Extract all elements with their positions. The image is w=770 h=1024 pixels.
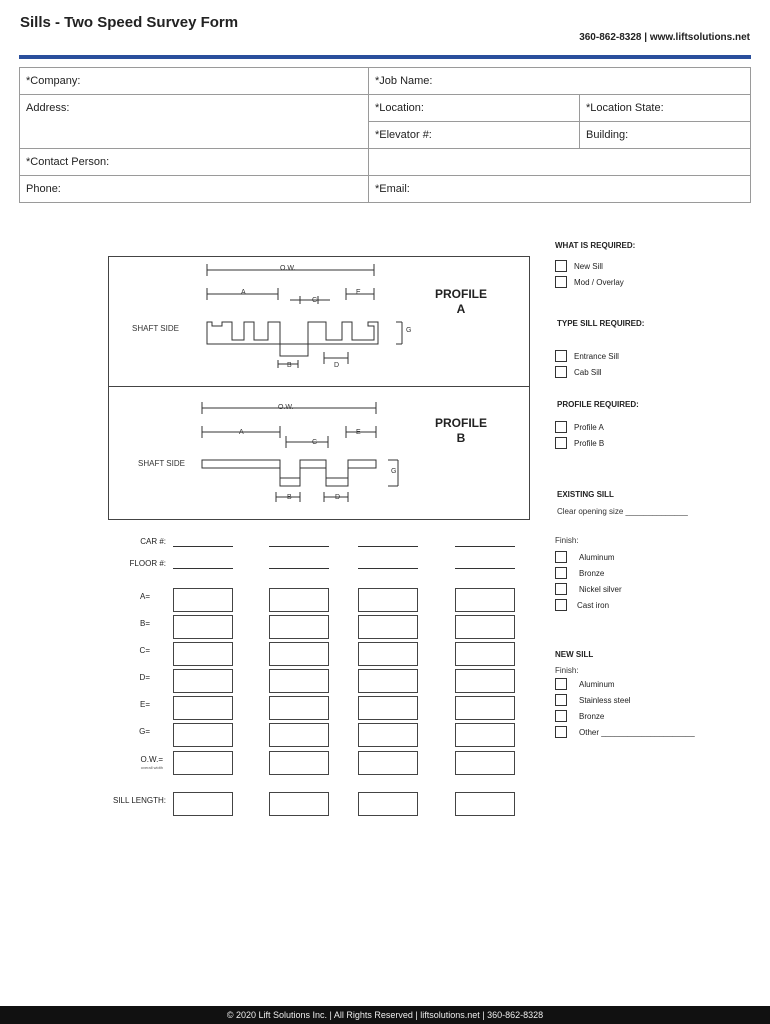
- c-input-4[interactable]: [455, 642, 515, 666]
- dim-b-a: B: [287, 362, 292, 369]
- ow-label: O.W.=: [140, 755, 163, 764]
- aluminum-option-2[interactable]: Aluminum: [555, 678, 615, 690]
- profile-a-option[interactable]: Profile A: [555, 421, 604, 433]
- floor-label: FLOOR #:: [129, 559, 166, 568]
- g-input-1[interactable]: [173, 723, 233, 747]
- d-input-2[interactable]: [269, 669, 329, 693]
- e-label: E=: [139, 700, 150, 709]
- g-input-2[interactable]: [269, 723, 329, 747]
- what-required-heading: WHAT IS REQUIRED:: [555, 241, 636, 250]
- checkbox[interactable]: [555, 710, 567, 722]
- shaft-side-b: SHAFT SIDE: [138, 459, 185, 468]
- car-label: CAR #:: [140, 537, 166, 546]
- checkbox[interactable]: [555, 350, 567, 362]
- cab-sill-option[interactable]: Cab Sill: [555, 366, 602, 378]
- header-rule: [19, 55, 751, 59]
- car-line-2[interactable]: [269, 546, 329, 547]
- info-table: [19, 67, 751, 203]
- footer: © 2020 Lift Solutions Inc. | All Rights Reserved | liftsolutions.net | 360-862-8328: [0, 1006, 770, 1024]
- c-input-3[interactable]: [358, 642, 418, 666]
- checkbox[interactable]: [555, 726, 567, 738]
- ow-input-2[interactable]: [269, 751, 329, 775]
- stainless-option[interactable]: Stainless steel: [555, 694, 631, 706]
- b-input-4[interactable]: [455, 615, 515, 639]
- type-sill-heading: TYPE SILL REQUIRED:: [557, 319, 645, 328]
- profile-required-heading: PROFILE REQUIRED:: [557, 400, 639, 409]
- g-input-4[interactable]: [455, 723, 515, 747]
- nickel-silver-option[interactable]: Nickel silver: [555, 583, 622, 595]
- mod-overlay-option[interactable]: Mod / Overlay: [555, 276, 624, 288]
- profile-b-option[interactable]: Profile B: [555, 437, 604, 449]
- checkbox[interactable]: [555, 437, 567, 449]
- entrance-sill-option[interactable]: Entrance Sill: [555, 350, 619, 362]
- b-input-1[interactable]: [173, 615, 233, 639]
- profile-b-title: PROFILE B: [434, 416, 487, 445]
- email-field[interactable]: *Email:: [369, 176, 751, 203]
- floor-line-1[interactable]: [173, 568, 233, 569]
- b-input-3[interactable]: [358, 615, 418, 639]
- dim-a-a: A: [241, 289, 246, 296]
- a-input-1[interactable]: [173, 588, 233, 612]
- floor-line-3[interactable]: [358, 568, 418, 569]
- b-label: B=: [139, 619, 150, 628]
- e-input-4[interactable]: [455, 696, 515, 720]
- location-field[interactable]: *Location:: [369, 95, 580, 122]
- a-label: A=: [139, 592, 150, 601]
- d-input-1[interactable]: [173, 669, 233, 693]
- cast-iron-option[interactable]: Cast iron: [555, 599, 609, 611]
- a-input-3[interactable]: [358, 588, 418, 612]
- dim-a-b: A: [239, 429, 244, 436]
- d-input-4[interactable]: [455, 669, 515, 693]
- ow-input-1[interactable]: [173, 751, 233, 775]
- ow-note: overall width: [140, 765, 163, 770]
- dim-c-b: C: [312, 439, 318, 446]
- dim-g-b: G: [391, 468, 397, 475]
- e-input-2[interactable]: [269, 696, 329, 720]
- e-input-1[interactable]: [173, 696, 233, 720]
- sill-length-input-3[interactable]: [358, 792, 418, 816]
- ow-input-3[interactable]: [358, 751, 418, 775]
- phone-field[interactable]: Phone:: [20, 176, 369, 203]
- job-name-field[interactable]: *Job Name:: [369, 68, 751, 95]
- checkbox[interactable]: [555, 583, 567, 595]
- shaft-side-a: SHAFT SIDE: [132, 324, 179, 333]
- dim-c-a: C: [312, 297, 318, 304]
- dim-g-a: G: [406, 327, 412, 334]
- floor-line-4[interactable]: [455, 568, 515, 569]
- profile-a-title: PROFILE A: [434, 287, 487, 316]
- aluminum-option-1[interactable]: Aluminum: [555, 551, 615, 563]
- sill-length-label: SILL LENGTH:: [112, 796, 166, 805]
- dim-e-b: E: [356, 429, 361, 436]
- checkbox[interactable]: [555, 260, 567, 272]
- checkbox[interactable]: [555, 567, 567, 579]
- g-input-3[interactable]: [358, 723, 418, 747]
- sill-length-input-2[interactable]: [269, 792, 329, 816]
- bronze-option-1[interactable]: Bronze: [555, 567, 604, 579]
- company-field[interactable]: *Company:: [20, 68, 369, 95]
- car-line-3[interactable]: [358, 546, 418, 547]
- c-input-2[interactable]: [269, 642, 329, 666]
- g-label: G=: [139, 727, 150, 736]
- checkbox[interactable]: [555, 276, 567, 288]
- checkbox[interactable]: [555, 599, 567, 611]
- sill-length-input-4[interactable]: [455, 792, 515, 816]
- sill-length-input-1[interactable]: [173, 792, 233, 816]
- clear-opening-field[interactable]: Clear opening size ______________: [557, 507, 688, 516]
- dim-b-b: B: [287, 494, 292, 501]
- checkbox[interactable]: [555, 366, 567, 378]
- ow-input-4[interactable]: [455, 751, 515, 775]
- building-field[interactable]: Building:: [580, 122, 751, 149]
- e-input-3[interactable]: [358, 696, 418, 720]
- checkbox[interactable]: [555, 421, 567, 433]
- dim-d-b: D: [335, 494, 341, 501]
- a-input-2[interactable]: [269, 588, 329, 612]
- address-field[interactable]: Address:: [20, 95, 369, 149]
- c-label: C=: [139, 646, 150, 655]
- blank-field[interactable]: [369, 149, 751, 176]
- checkbox[interactable]: [555, 694, 567, 706]
- dim-ow-b: O.W.: [278, 404, 294, 411]
- finish-label-1: Finish:: [555, 536, 579, 545]
- d-input-3[interactable]: [358, 669, 418, 693]
- dim-d-a: D: [334, 362, 340, 369]
- contact-person-field[interactable]: *Contact Person:: [20, 149, 369, 176]
- checkbox[interactable]: [555, 678, 567, 690]
- location-state-field[interactable]: *Location State:: [580, 95, 751, 122]
- finish-label-2: Finish:: [555, 666, 579, 675]
- checkbox[interactable]: [555, 551, 567, 563]
- new-sill-heading: NEW SILL: [555, 650, 594, 659]
- elevator-field[interactable]: *Elevator #:: [369, 122, 580, 149]
- existing-sill-heading: EXISTING SILL: [557, 490, 614, 499]
- c-input-1[interactable]: [173, 642, 233, 666]
- dim-ow-a: O.W.: [280, 265, 296, 272]
- a-input-4[interactable]: [455, 588, 515, 612]
- page-title: Sills - Two Speed Survey Form: [20, 14, 239, 31]
- dim-e-a: E: [356, 289, 361, 296]
- car-line-4[interactable]: [455, 546, 515, 547]
- other-option[interactable]: Other _____________________: [555, 726, 695, 738]
- contact-info: 360-862-8328 | www.liftsolutions.net: [579, 32, 750, 43]
- bronze-option-2[interactable]: Bronze: [555, 710, 604, 722]
- floor-line-2[interactable]: [269, 568, 329, 569]
- new-sill-option[interactable]: New Sill: [555, 260, 603, 272]
- car-line-1[interactable]: [173, 546, 233, 547]
- b-input-2[interactable]: [269, 615, 329, 639]
- d-label: D=: [139, 673, 150, 682]
